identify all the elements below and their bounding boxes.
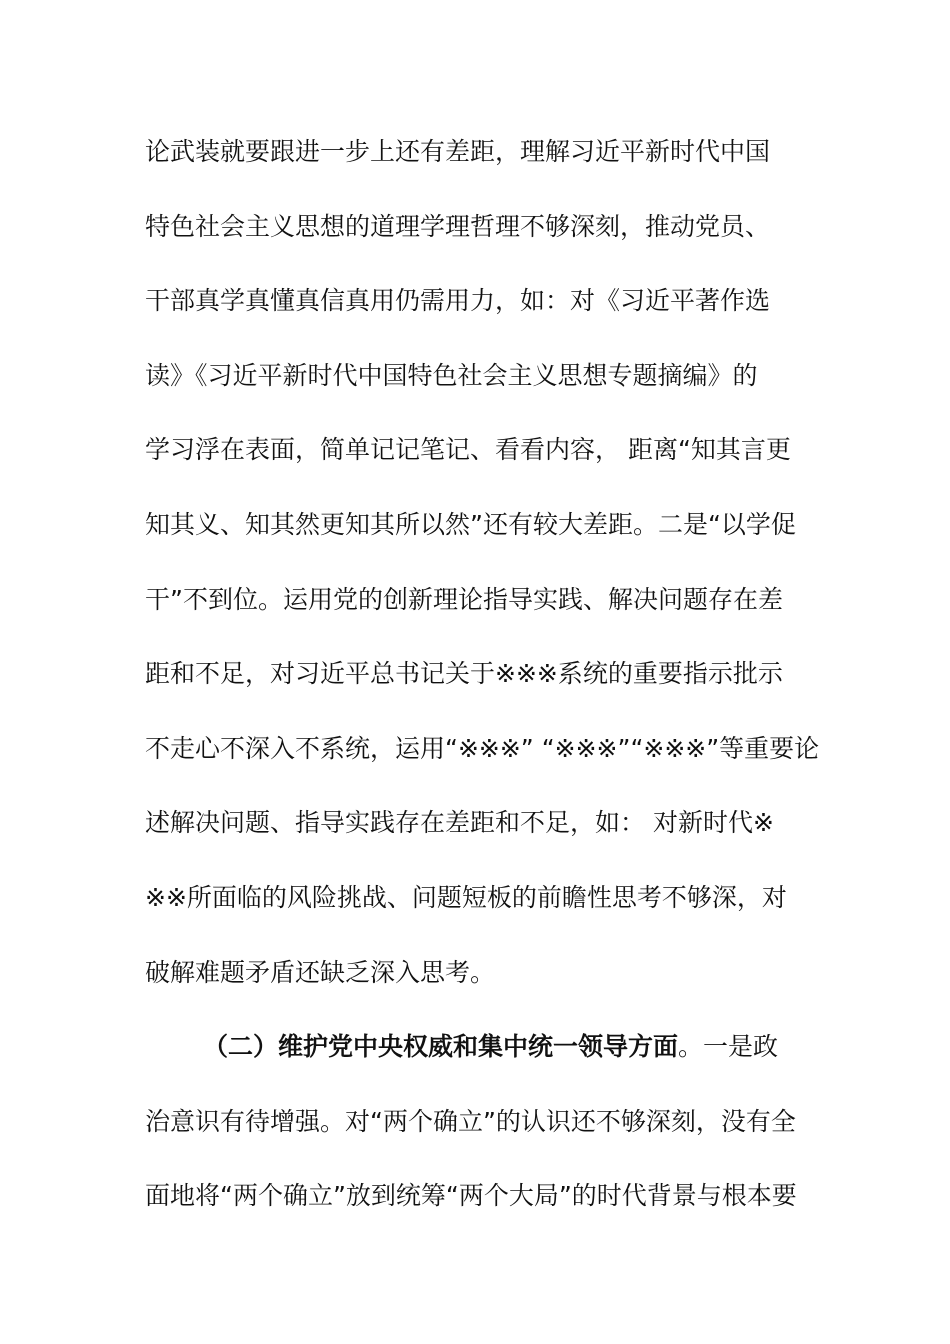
paragraph-line: 知其义、知其然更知其所以然”还有较大差距。二是“以学促 <box>145 509 796 539</box>
paragraph-line: 不走心不深入不系统，运用“※※※” “※※※”“※※※”等重要论 <box>145 733 820 763</box>
paragraph-line: ※※所面临的风险挑战、问题短板的前瞻性思考不够深，对 <box>145 882 787 912</box>
paragraph-line: 读》《习近平新时代中国特色社会主义思想专题摘编》的 <box>145 360 758 390</box>
document-body <box>145 127 820 1246</box>
paragraph-line: 破解难题矛盾还缺乏深入思考。 <box>145 957 496 987</box>
paragraph-line: 治意识有待增强。对“两个确立”的认识还不够深刻，没有全 <box>145 1106 796 1136</box>
paragraph-line: 特色社会主义思想的道理学理哲理不够深刻，推动党员、 <box>145 211 771 241</box>
paragraph-line: 距和不足，对习近平总书记关于※※※系统的重要指示批示 <box>145 659 783 689</box>
section-heading: （二）维护党中央权威和集中统一领导方面 <box>203 1032 679 1062</box>
section-heading-line <box>145 1022 807 1097</box>
paragraph-line: 干”不到位。运用党的创新理论指导实践、解决问题存在差 <box>145 584 783 614</box>
section-heading-tail: 。一是政 <box>678 1032 779 1062</box>
paragraph-line: 述解决问题、指导实践存在差距和不足，如： 对新时代※ <box>145 808 774 838</box>
paragraph-line: 论武装就要跟进一步上还有差距，理解习近平新时代中国 <box>145 137 771 166</box>
paragraph-line: 面地将“两个确立”放到统筹“两个大局”的时代背景与根本要 <box>145 1181 797 1211</box>
paragraph-line: 学习浮在表面，简单记记笔记、看看内容， 距离“知其言更 <box>145 435 791 465</box>
paragraph-line: 干部真学真懂真信真用仍需用力，如：对《习近平著作选 <box>145 286 771 316</box>
